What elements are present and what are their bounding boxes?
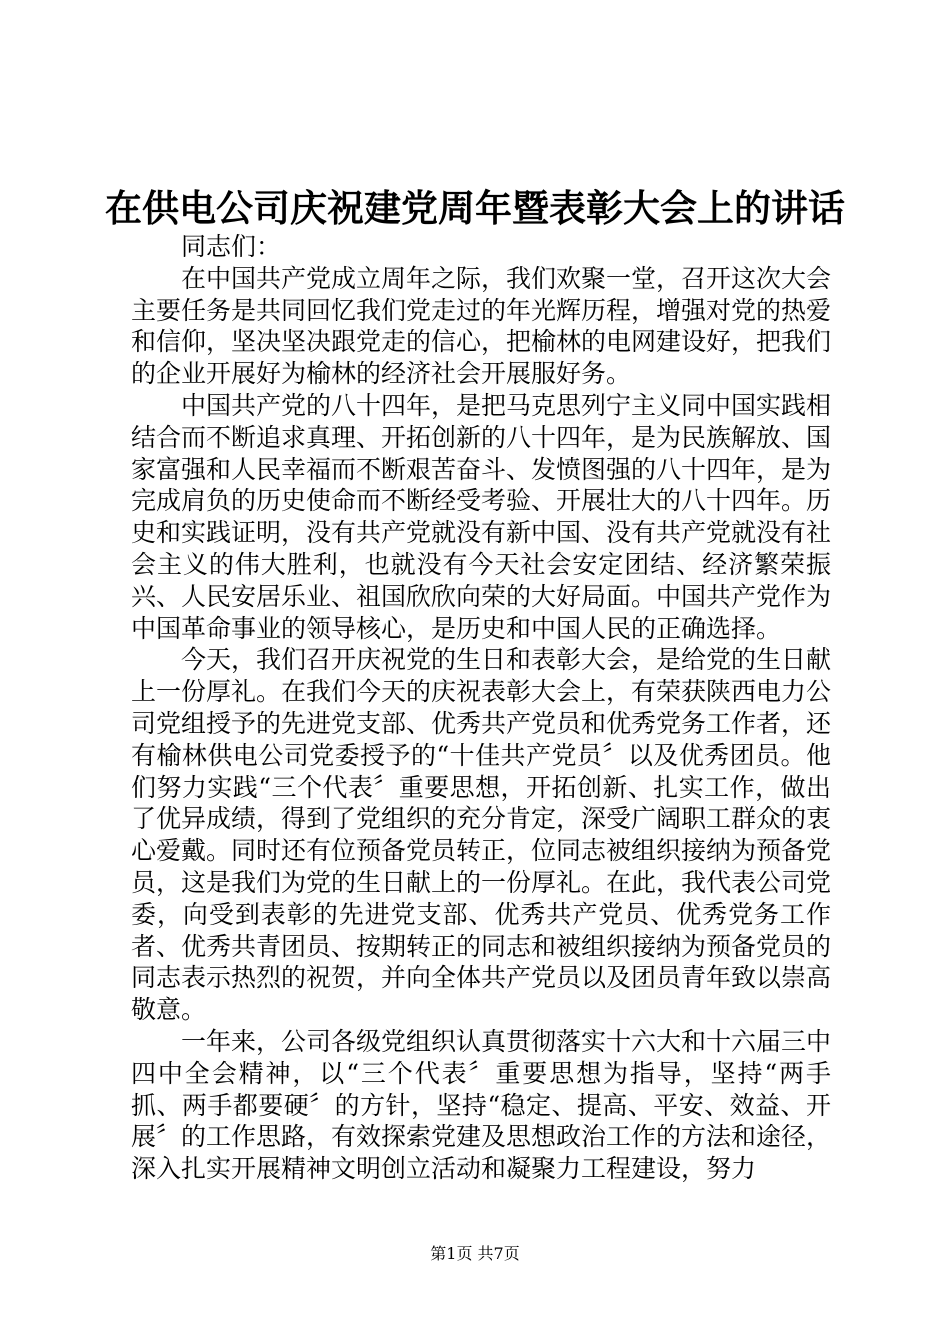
page-number-footer: 第1页 共7页: [430, 1244, 520, 1263]
body-paragraph: 在中国共产党成立周年之际，我们欢聚一堂，召开这次大会主要任务是共同回忆我们党走过的年光辉历程，增强对党的热爱和信仰，坚决坚决跟党走的信心，把榆林的电网建设好，把我们的企业开展好为榆林的经济社会开展服好务。: [131, 263, 832, 389]
document-body: [131, 231, 831, 1185]
salutation-paragraph: 同志们：: [181, 232, 282, 261]
body-paragraph: 中国共产党的八十四年，是把马克思列宁主义同中国实践相结合而不断追求真理、开拓创新的八十四年，是为民族解放、国家富强和人民幸福而不断艰苦奋斗、发愤图强的八十四年，是为完成肩负的历史使命而不断经受考验、开展壮大的八十四年。历史和实践证明，没有共产党就没有新中国、没有共产党就没有社会主义的伟大胜利，也就没有今天社会安定团结、经济繁荣振兴、人民安居乐业、祖国欣欣向荣的大好局面。中国共产党作为中国革命事业的领导核心，是历史和中国人民的正确选择。: [131, 390, 832, 643]
body-paragraph: 一年来，公司各级党组织认真贯彻落实十六大和十六届三中四中全会精神，以“三个代表〞重要思想为指导，坚持“两手抓、两手都要硬〞的方针，坚持“稳定、提高、平安、效益、开展〞的工作思路，有效探索党建及思想政治工作的方法和途径，深入扎实开展精神文明创立活动和凝聚力工程建设，努力: [131, 1026, 832, 1184]
body-paragraph: 今天，我们召开庆祝党的生日和表彰大会，是给党的生日献上一份厚礼。在我们今天的庆祝表彰大会上，有荣获陕西电力公司党组授予的先进党支部、优秀共产党员和优秀党务工作者，还有榆林供电公司党委授予的“十佳共产党员〞以及优秀团员。他们努力实践“三个代表〞重要思想，开拓创新、扎实工作，做出了优异成绩，得到了党组织的充分肯定，深受广阔职工群众的衷心爱戴。同时还有位预备党员转正，位同志被组织接纳为预备党员，这是我们为党的生日献上的一份厚礼。在此，我代表公司党委，向受到表彰的先进党支部、优秀共产党员、优秀党务工作者、优秀共青团员、按期转正的同志和被组织接纳为预备党员的同志表示热烈的祝贺，并向全体共产党员以及团员青年致以崇高敬意。: [131, 645, 832, 1025]
document-title: 在供电公司庆祝建党周年暨表彰大会上的讲话: [105, 187, 845, 230]
